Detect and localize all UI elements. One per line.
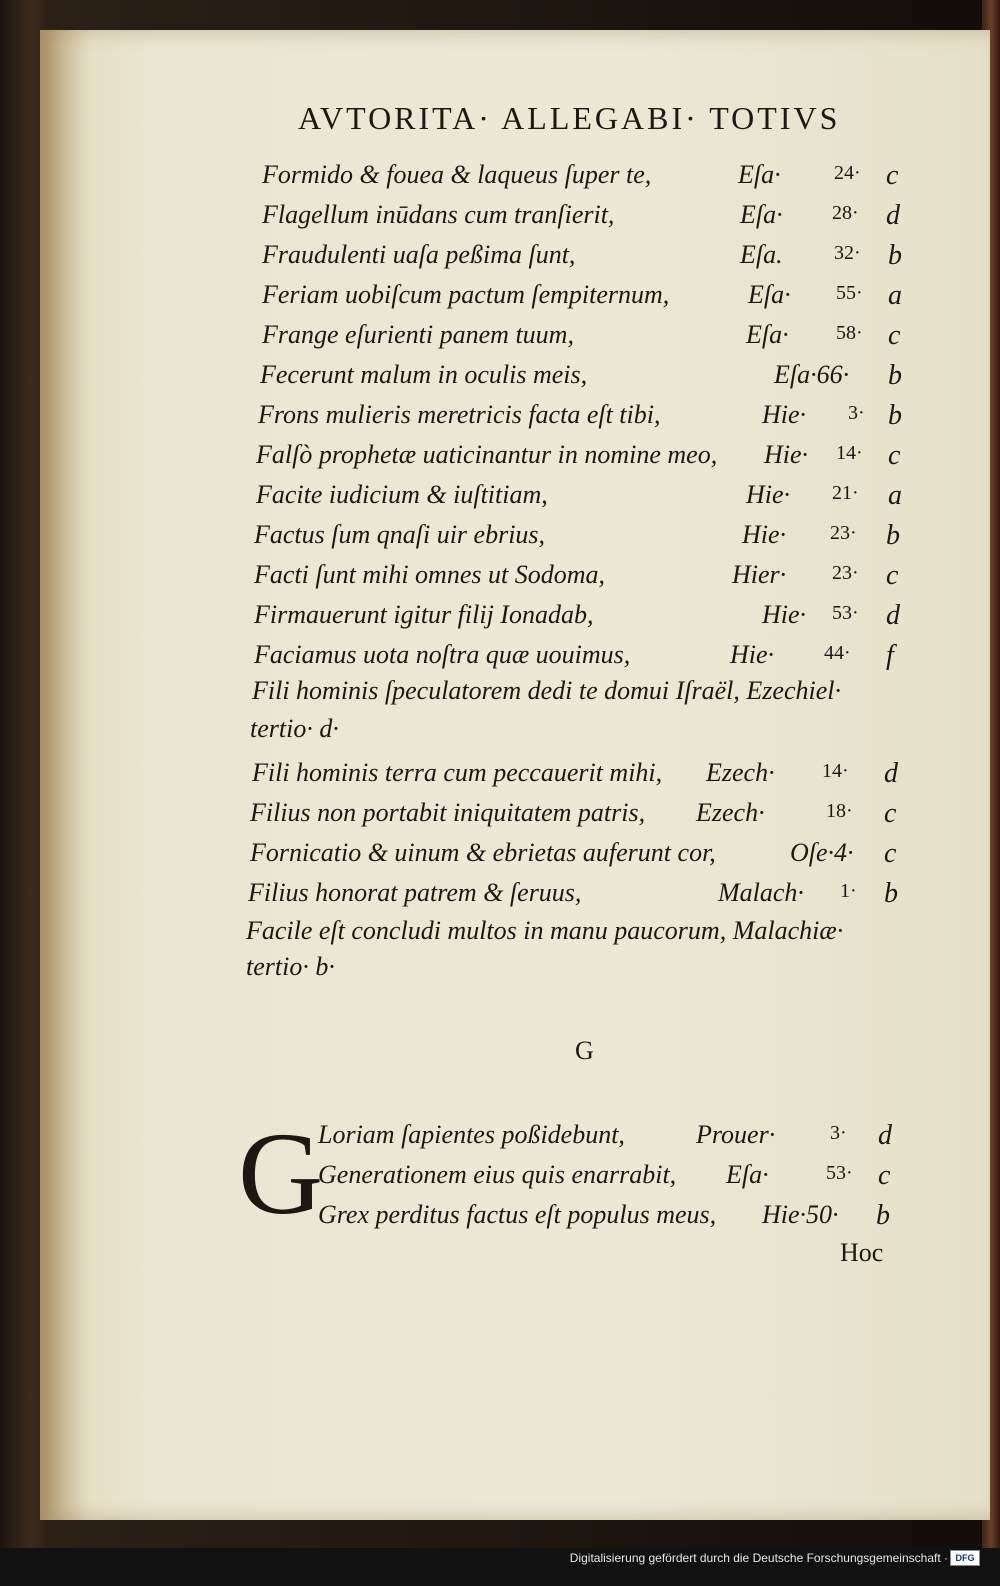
entry-chapter: 14· (822, 760, 849, 782)
entry-section: f (886, 640, 894, 671)
entry-text: Grex perditus factus eſt populus meus, (318, 1200, 717, 1229)
drop-cap-initial: G (238, 1108, 324, 1239)
index-entry (262, 280, 912, 318)
entry-text: Generationem eius quis enarrabit, (318, 1160, 677, 1189)
entry-section: c (888, 440, 901, 471)
entry-book: Eſa·66· (774, 360, 850, 389)
entry-chapter: 18· (826, 800, 853, 822)
entry-book: Hie· (764, 440, 809, 469)
index-entry (248, 878, 912, 916)
entry-book: Malach· (718, 878, 804, 907)
gutter-shadow (40, 30, 90, 1520)
section-heading-g: G (575, 1036, 594, 1065)
entry-book: Eſa. (740, 240, 783, 269)
entry-text: Fraudulenti uaſa peßima ſunt, (262, 240, 576, 269)
entry-section: d (884, 758, 898, 789)
entry-text: Filius non portabit iniquitatem patris, (250, 798, 646, 827)
entry-chapter: 53· (826, 1162, 853, 1184)
entry-section: c (886, 560, 899, 591)
catchword: Hoc (840, 1238, 884, 1267)
entry-chapter: 32· (834, 242, 861, 264)
entry-section: b (888, 400, 902, 431)
funding-notice: Digitalisierung gefördert durch die Deutsche Forschungsgemeinschaft · (569, 1551, 948, 1565)
entry-book: Hie· (730, 640, 775, 669)
entry-text: Facite iudicium & iuſtitiam, (256, 480, 548, 509)
index-entry (262, 320, 912, 358)
entry-text: Firmauerunt igitur filij Ionadab, (254, 600, 594, 629)
index-entry-line2: tertio· b· (246, 952, 335, 981)
entry-book: Hie·50· (762, 1200, 839, 1229)
entry-section: c (884, 838, 897, 869)
index-entry (262, 200, 912, 238)
entry-book: Hie· (742, 520, 787, 549)
entry-section: c (884, 798, 897, 829)
entry-chapter: 3· (848, 402, 865, 424)
entry-chapter: 3· (830, 1122, 847, 1144)
entry-section: c (888, 320, 901, 351)
entry-book: Eſa· (740, 200, 783, 229)
dfg-logo: DFG (950, 1550, 980, 1566)
index-entry (262, 160, 912, 198)
entry-text: Factus ſum qnaſi uir ebrius, (254, 520, 546, 549)
index-entry (256, 480, 912, 518)
index-entry (254, 640, 912, 678)
index-entry (258, 400, 912, 438)
index-entry (250, 798, 912, 836)
entry-chapter: 1· (840, 880, 857, 902)
entry-book: Ezech· (696, 798, 765, 827)
entry-text: Frange eſurienti panem tuum, (262, 320, 574, 349)
index-entry (260, 360, 912, 398)
entry-chapter: 14· (836, 442, 863, 464)
entry-book: Prouer· (696, 1120, 776, 1149)
index-entry (318, 1160, 912, 1198)
entry-section: d (878, 1120, 892, 1151)
entry-text: Frons mulieris meretricis facta eſt tibi, (258, 400, 661, 429)
entry-section: d (886, 600, 900, 631)
entry-book: Eſa· (746, 320, 789, 349)
index-entry (252, 758, 912, 796)
index-entry (256, 440, 912, 478)
entry-section: d (886, 200, 900, 231)
entry-section: b (884, 878, 898, 909)
entry-section: a (888, 280, 902, 311)
entry-text: Filius honorat patrem & ſeruus, (248, 878, 582, 907)
entry-chapter: 53· (832, 602, 859, 624)
entry-chapter: 23· (832, 562, 859, 584)
entry-book: Hie· (762, 400, 807, 429)
entry-chapter: 58· (836, 322, 863, 344)
index-entry-line1: Facile eſt concludi multos in manu paucorum, Malachiæ· (246, 916, 844, 945)
entry-text: Faciamus uota noſtra quæ uouimus, (254, 640, 631, 669)
entry-book: Oſe·4· (790, 838, 854, 867)
entry-text: Fornicatio & uinum & ebrietas auferunt cor, (250, 838, 716, 867)
entry-book: Hie· (762, 600, 807, 629)
entry-text: Feriam uobiſcum pactum ſempiternum, (262, 280, 670, 309)
entry-section: b (888, 240, 902, 271)
entry-section: a (888, 480, 902, 511)
entry-text: Facti ſunt mihi omnes ut Sodoma, (254, 560, 605, 589)
entry-book: Ezech· (706, 758, 775, 787)
entry-section: c (886, 160, 899, 191)
entry-book: Hie· (746, 480, 791, 509)
index-entry (254, 600, 912, 638)
entry-book: Hier· (732, 560, 787, 589)
entry-text: Loriam ſapientes poßidebunt, (318, 1120, 625, 1149)
entry-text: Flagellum inūdans cum tranſierit, (262, 200, 615, 229)
index-entry (254, 560, 912, 598)
index-entry (262, 240, 912, 278)
entry-text: Formido & fouea & laqueus ſuper te, (262, 160, 652, 189)
entry-book: Eſa· (726, 1160, 769, 1189)
entry-section: b (888, 360, 902, 391)
entry-text: Falſò prophetæ uaticinantur in nomine meo, (256, 440, 718, 469)
entry-chapter: 24· (834, 162, 861, 184)
entry-chapter: 44· (824, 642, 851, 664)
entry-text: Fecerunt malum in oculis meis, (260, 360, 588, 389)
running-header: AVTORITA· ALLEGABI· TOTIVS (298, 100, 841, 136)
entry-chapter: 21· (832, 482, 859, 504)
index-entry-line2: tertio· d· (250, 714, 339, 743)
index-entry (254, 520, 912, 558)
entry-section: b (886, 520, 900, 551)
index-entry-line1: Fili hominis ſpeculatorem dedi te domui Iſraël, Ezechiel· (252, 676, 841, 705)
index-entry (318, 1200, 912, 1238)
index-entry (250, 838, 912, 876)
entry-chapter: 55· (836, 282, 863, 304)
entry-chapter: 28· (832, 202, 859, 224)
entry-section: c (878, 1160, 891, 1191)
entry-book: Eſa· (738, 160, 781, 189)
entry-book: Eſa· (748, 280, 791, 309)
entry-text: Fili hominis terra cum peccauerit mihi, (252, 758, 663, 787)
entry-chapter: 23· (830, 522, 857, 544)
entry-section: b (876, 1200, 890, 1231)
index-entry (318, 1120, 912, 1158)
